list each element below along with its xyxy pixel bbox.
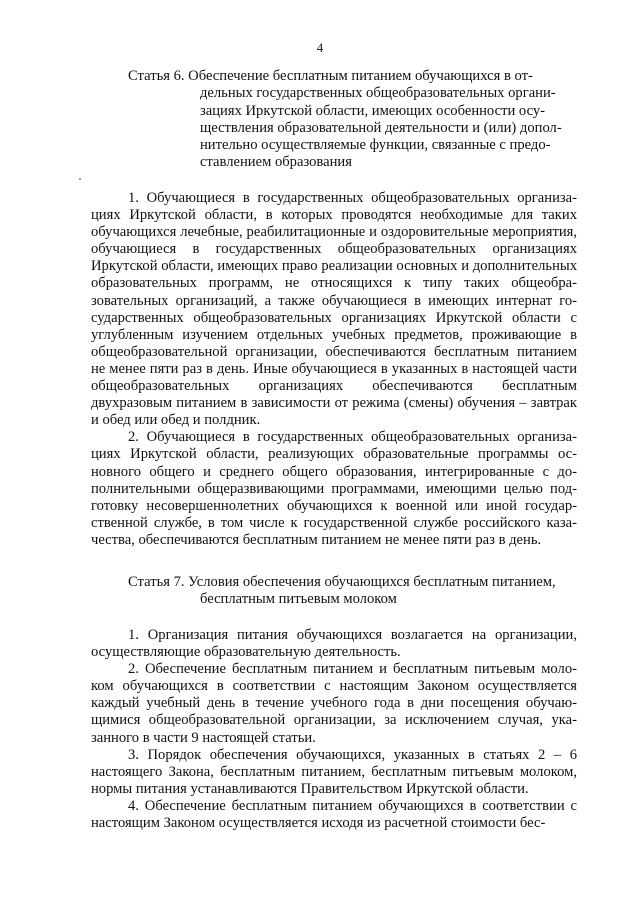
article-7-paragraph-3: 3. Порядок обеспечения обучающихся, указанных в статьях 2 – 6 настоящего Закона, бесплатным питанием, бесплатным питьевым молоком, нормы питания устанавливаются Правительством Иркутской области. (91, 746, 577, 797)
article-6-heading (128, 68, 576, 172)
article-6-heading-line: ставлением образования (200, 154, 352, 171)
article-7-paragraph-2: 2. Обеспечение бесплатным питанием и бесплатным питьевым молоком обучающихся в соответствии с настоящим Законом осуществляется каждый учебный день в течение учебного года в дни посещения обучающимися общеобразовательной организации, за исключением случая, указанного в части 9 настоящей статьи. (91, 661, 577, 746)
article-6-heading-line: дельных государственных общеобразовательных органи- (200, 85, 556, 102)
article-7-body (91, 627, 577, 832)
article-7-heading-line: бесплатным питьевым молоком (200, 591, 397, 608)
article-7-heading-line: Статья 7. Условия обеспечения обучающихся бесплатным питанием, (128, 574, 556, 590)
page-number: 4 (316, 40, 324, 55)
article-6-heading-line: зациях Иркутской области, имеющих особенности осу- (200, 102, 546, 119)
article-6-heading-line: ществления образовательной деятельности и (или) допол- (200, 119, 562, 136)
article-7-heading (128, 574, 576, 609)
article-6-body (91, 190, 577, 549)
margin-mark (79, 178, 81, 180)
article-6-heading-line: Статья 6. Обеспечение бесплатным питанием обучающихся в от- (128, 68, 533, 84)
article-6-heading-line: нительно осуществляемые функции, связанные с предо- (200, 137, 551, 154)
article-6-paragraph-1: 1. Обучающиеся в государственных общеобразовательных организациях Иркутской области, в которых проводятся необходимые для таких обучающихся лечебные, реабилитационные и оздоровительные мероприятия, обучающиеся в государственных общеобразовательных организациях Иркутской области, имеющих право реализации основных и дополнительных образовательных программ, не относящихся к типу таких общеобразовательных организаций, а также обучающиеся в имеющих интернат государственных общеобразовательных организациях Иркутской области с углубленным изучением отдельных учебных предметов, проживающие в общеобразовательной организации, обеспечиваются бесплатным питанием не менее пяти раз в день. Иные обучающиеся в указанных в настоящей части общеобразовательных организациях обеспечиваются бесплатным двухразовым питанием в зависимости от режима (смены) обучения – завтрак и обед или обед и полдник. (91, 190, 577, 429)
article-7-paragraph-1: 1. Организация питания обучающихся возлагается на организации, осуществляющие образовательную деятельность. (91, 627, 577, 661)
article-7-paragraph-4: 4. Обеспечение бесплатным питанием обучающихся в соответствии с настоящим Законом осуществляется исходя из расчетной стоимости бес- (91, 797, 577, 832)
article-6-paragraph-2: 2. Обучающиеся в государственных общеобразовательных организациях Иркутской области, реализующих образовательные программы основного общего и среднего общего образования, интегрированные с дополнительными общеразвивающими программами, имеющими целью подготовку несовершеннолетних обучающихся к военной или иной государственной службе, в том числе к государственной службе российского казачества, обеспечиваются бесплатным питанием не менее пяти раз в день. (91, 429, 577, 548)
